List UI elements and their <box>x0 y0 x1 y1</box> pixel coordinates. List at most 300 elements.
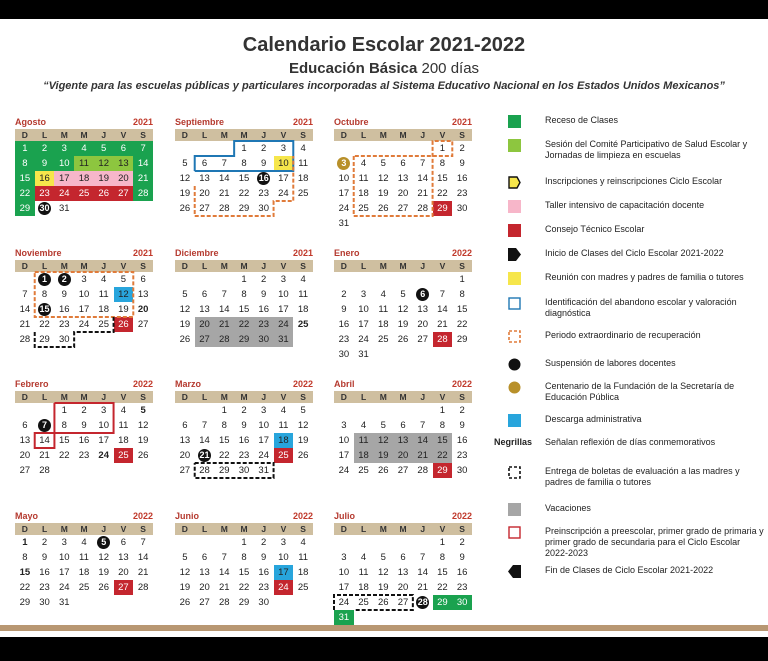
day-cell: 22 <box>15 186 35 201</box>
day-cell: 30 <box>338 349 350 360</box>
day-cell: 2 <box>35 141 55 156</box>
month-year: 2022 <box>292 379 313 389</box>
month-agosto <box>15 117 153 216</box>
weekday-label: M <box>80 261 88 271</box>
day-cell: 17 <box>278 173 289 184</box>
weekday-label: L <box>360 261 367 271</box>
day-cell: 29 <box>433 463 453 478</box>
weekday-label: J <box>101 130 107 140</box>
day-cell <box>373 403 393 418</box>
legend-item <box>494 414 764 427</box>
month-header <box>175 248 313 259</box>
month-name: Marzo <box>175 379 202 389</box>
day-cell: 6 <box>120 537 127 548</box>
month-noviembre <box>15 248 153 347</box>
weekday-label: M <box>220 130 228 140</box>
legend-text: Consejo Técnico Escolar <box>545 224 645 234</box>
day-cell: 22 <box>238 188 250 199</box>
day-cell: 28 <box>417 203 428 214</box>
day-cell: 7 <box>22 289 28 300</box>
day-cell: 5 <box>380 158 386 169</box>
weekday-label: M <box>379 130 387 140</box>
day-cell: 18 <box>358 582 369 593</box>
day-cell: 30 <box>39 597 50 608</box>
weekday-label: M <box>379 524 387 534</box>
day-cell: 16 <box>258 304 269 315</box>
day-cell: 19 <box>377 188 389 199</box>
day-cell <box>413 272 433 287</box>
validity-quote: “Vigente para las escuelas públicas y particulares incorporadas al Sistema Educativo Nacional en los Estados Unidos Mexicanos” <box>43 80 725 92</box>
day-cell: 9 <box>261 552 267 563</box>
day-cell: 4 <box>300 274 306 285</box>
day-cell: 14 <box>417 173 428 184</box>
day-cell: 12 <box>377 567 389 578</box>
legend-item <box>494 358 764 371</box>
day-cell: 7 <box>439 289 446 300</box>
legend-item <box>494 272 764 285</box>
month-year: 2022 <box>451 248 472 258</box>
suspension-dot: 16 <box>258 173 269 183</box>
weekday-label: M <box>240 130 248 140</box>
weekday-label: D <box>181 261 188 271</box>
day-cell: 12 <box>179 173 191 184</box>
legend-item <box>494 224 764 237</box>
day-cell: 15 <box>15 171 35 186</box>
day-cell: 6 <box>22 420 28 431</box>
day-cell <box>175 141 195 156</box>
day-cell: 9 <box>459 158 465 169</box>
day-cell: 14 <box>39 435 50 446</box>
day-cell: 24 <box>98 450 109 461</box>
day-cell: 2 <box>459 537 465 548</box>
weekday-label: S <box>300 524 306 534</box>
day-cell: 9 <box>81 420 87 431</box>
day-cell: 4 <box>360 420 367 431</box>
day-cell: 30 <box>258 203 269 214</box>
day-cell: 27 <box>397 597 409 608</box>
month-year: 2021 <box>292 248 313 258</box>
day-cell <box>94 201 114 216</box>
legend-text: Receso de Clases <box>545 115 619 125</box>
day-cell <box>452 610 472 625</box>
day-cell: 28 <box>218 203 230 214</box>
legend-item <box>494 176 764 189</box>
weekday-header <box>15 129 153 141</box>
day-cell: 30 <box>254 332 274 347</box>
legend-item <box>494 466 764 488</box>
day-cell <box>354 403 374 418</box>
day-cell: 28 <box>433 332 453 347</box>
day-cell: 14 <box>218 173 230 184</box>
day-cell: 18 <box>297 567 309 578</box>
day-cell: 24 <box>54 186 74 201</box>
day-cell: 14 <box>437 304 448 315</box>
weekday-label: V <box>120 392 127 402</box>
day-cell: 14 <box>413 433 433 448</box>
day-cell: 3 <box>280 537 287 548</box>
weekday-label: M <box>379 261 387 271</box>
day-cell: 12 <box>94 156 114 171</box>
suspension-dot: 6 <box>416 288 429 301</box>
day-cell <box>195 403 215 418</box>
day-cell <box>413 610 433 625</box>
day-cell: 11 <box>118 420 129 431</box>
day-cell: 6 <box>201 158 208 169</box>
legend-text: Descarga administrativa <box>545 414 642 424</box>
weekday-label: J <box>101 261 107 271</box>
day-cell: 10 <box>58 552 70 563</box>
day-cell <box>373 216 393 231</box>
day-cell: 10 <box>338 173 350 184</box>
day-cell: 20 <box>397 188 409 199</box>
day-cell: 12 <box>377 173 389 184</box>
gold-circle-icon <box>508 381 521 394</box>
day-cell: 8 <box>221 420 227 431</box>
day-cell: 8 <box>439 158 446 169</box>
day-cell <box>393 403 413 418</box>
day-cell: 27 <box>199 203 210 214</box>
weekday-label: M <box>379 392 387 402</box>
day-cell: 13 <box>179 435 191 446</box>
day-cell: 5 <box>380 420 386 431</box>
day-cell: 21 <box>417 582 428 593</box>
month-name: Febrero <box>15 379 49 389</box>
day-cell <box>274 201 294 216</box>
month-header <box>334 379 472 390</box>
day-cell: 12 <box>179 304 191 315</box>
day-grid <box>175 403 313 478</box>
page-title: Calendario Escolar 2021-2022 <box>242 34 526 56</box>
day-grid <box>15 403 153 478</box>
weekday-label: S <box>140 524 146 534</box>
day-cell: 7 <box>133 141 153 156</box>
day-cell: 27 <box>417 334 428 345</box>
day-cell: 29 <box>433 595 453 610</box>
day-cell <box>54 463 74 478</box>
day-cell: 19 <box>397 319 409 330</box>
day-cell: 13 <box>19 435 31 446</box>
day-cell: 8 <box>459 289 465 300</box>
day-cell: 4 <box>300 143 306 154</box>
month-name: Enero <box>334 248 360 258</box>
month-name: Abril <box>334 379 355 389</box>
day-cell <box>94 595 114 610</box>
month-header <box>175 379 313 390</box>
day-cell: 13 <box>417 304 428 315</box>
day-cell: 27 <box>397 465 409 476</box>
suspension-dot: 5 <box>97 536 110 549</box>
day-cell: 15 <box>456 304 468 315</box>
day-cell <box>393 272 413 287</box>
day-cell: 15 <box>19 567 31 578</box>
legend-item <box>494 526 764 559</box>
day-cell: 2 <box>261 143 267 154</box>
weekday-label: D <box>21 392 28 402</box>
day-cell: 19 <box>98 567 109 578</box>
suspension-dot: 28 <box>417 597 428 607</box>
legend-text: Inicio de Clases del Ciclo Escolar 2021-2022 <box>545 248 724 258</box>
day-cell: 17 <box>338 450 350 461</box>
day-cell: 20 <box>397 582 409 593</box>
day-cell: 24 <box>78 319 90 330</box>
day-cell: 31 <box>58 203 70 214</box>
day-cell <box>393 535 413 550</box>
month-name: Noviembre <box>15 248 62 258</box>
day-cell <box>373 272 393 287</box>
day-cell: 31 <box>58 597 70 608</box>
month-header <box>15 117 153 128</box>
day-cell: 29 <box>19 597 31 608</box>
legend-text: Entrega de boletas de evaluación a las madres y padres de familia o tutores <box>545 466 740 487</box>
day-cell <box>413 216 433 231</box>
day-cell: 31 <box>334 610 354 625</box>
weekday-label: S <box>140 130 146 140</box>
day-cell: 6 <box>400 158 406 169</box>
day-cell: 1 <box>22 537 28 548</box>
day-cell: 26 <box>377 203 389 214</box>
day-cell: 26 <box>179 203 191 214</box>
day-cell <box>334 156 354 171</box>
day-cell <box>393 610 413 625</box>
day-cell: 4 <box>120 405 127 416</box>
month-julio <box>334 511 472 625</box>
day-cell <box>373 141 393 156</box>
day-cell: 2 <box>41 537 48 548</box>
day-cell <box>354 216 374 231</box>
month-year: 2022 <box>292 511 313 521</box>
day-cell: 2 <box>261 537 267 548</box>
day-cell: 29 <box>218 465 230 476</box>
day-cell: 17 <box>274 565 294 580</box>
month-year: 2021 <box>132 117 153 127</box>
weekday-label: D <box>340 261 347 271</box>
day-cell: 13 <box>118 552 129 563</box>
day-cell: 23 <box>254 317 274 332</box>
day-cell <box>293 201 313 216</box>
black-circle-icon <box>508 358 521 371</box>
day-cell: 16 <box>238 435 250 446</box>
day-cell: 18 <box>274 433 294 448</box>
day-cell: 14 <box>218 567 230 578</box>
day-cell: 18 <box>358 188 369 199</box>
day-cell <box>74 463 94 478</box>
day-cell: 3 <box>81 274 87 285</box>
day-cell: 14 <box>417 567 428 578</box>
day-cell <box>354 610 374 625</box>
day-cell: 6 <box>201 289 208 300</box>
black-dashed-square-icon <box>508 466 521 479</box>
weekday-label: D <box>181 392 188 402</box>
day-cell <box>35 302 55 317</box>
day-cell: 12 <box>397 304 409 315</box>
day-cell: 14 <box>133 156 153 171</box>
day-cell: 11 <box>358 173 369 184</box>
weekday-label: V <box>280 392 287 402</box>
weekday-label: L <box>201 392 208 402</box>
day-cell: 11 <box>278 420 289 431</box>
weekday-label: V <box>280 524 287 534</box>
weekday-label: D <box>340 392 347 402</box>
legend-item <box>494 565 764 578</box>
day-cell: 9 <box>261 158 267 169</box>
day-cell <box>195 448 215 463</box>
suspension-dot: 30 <box>39 203 50 213</box>
legend-text: Preinscripción a preescolar, primer grado de primaria y primer grado de secundaria para el Ciclo Escolar 2022-2023 <box>545 526 764 558</box>
day-cell: 26 <box>397 334 409 345</box>
day-cell <box>413 403 433 418</box>
day-cell: 18 <box>78 567 90 578</box>
day-cell: 8 <box>241 552 247 563</box>
day-cell: 23 <box>456 188 468 199</box>
legend-text: Vacaciones <box>545 503 591 513</box>
day-cell <box>214 141 234 156</box>
day-cell <box>393 216 413 231</box>
day-cell: 28 <box>417 465 428 476</box>
day-cell: 11 <box>298 158 309 169</box>
day-cell: 27 <box>137 319 149 330</box>
day-cell: 26 <box>98 582 109 593</box>
day-cell: 29 <box>15 201 35 216</box>
weekday-label: V <box>439 392 446 402</box>
day-cell: 20 <box>199 582 210 593</box>
month-header <box>175 117 313 128</box>
day-cell <box>334 141 354 156</box>
weekday-label: D <box>340 130 347 140</box>
day-cell: 4 <box>300 537 306 548</box>
month-year: 2021 <box>292 117 313 127</box>
day-cell: 13 <box>397 567 409 578</box>
weekday-label: L <box>201 524 208 534</box>
day-cell: 24 <box>274 317 294 332</box>
weekday-label: J <box>420 261 426 271</box>
day-cell: 9 <box>341 304 347 315</box>
day-cell: 22 <box>456 319 468 330</box>
day-cell: 13 <box>114 156 134 171</box>
legend-text: Centenario de la Fundación de la Secretaría de Educación Pública <box>545 381 735 402</box>
weekday-label: M <box>399 130 407 140</box>
month-septiembre <box>175 117 313 216</box>
weekday-header <box>334 523 472 535</box>
weekday-label: V <box>280 261 287 271</box>
day-cell: 18 <box>297 304 309 315</box>
month-enero <box>334 248 472 362</box>
weekday-label: J <box>261 261 267 271</box>
day-cell: 14 <box>199 435 210 446</box>
day-cell: 23 <box>78 450 90 461</box>
month-year: 2021 <box>451 117 472 127</box>
suspension-dot: 7 <box>38 419 51 432</box>
month-name: Octubre <box>334 117 369 127</box>
day-cell: 15 <box>437 567 448 578</box>
day-cell: 10 <box>338 567 350 578</box>
month-mayo <box>15 511 153 610</box>
blue-square-icon <box>508 414 521 427</box>
day-cell: 27 <box>397 203 409 214</box>
month-year: 2022 <box>132 379 153 389</box>
weekday-label: M <box>80 392 88 402</box>
day-cell: 8 <box>241 158 247 169</box>
day-cell: 23 <box>456 582 468 593</box>
day-cell: 27 <box>19 465 31 476</box>
light-green-square-icon <box>508 139 521 152</box>
day-cell: 30 <box>238 465 250 476</box>
day-cell: 23 <box>39 582 50 593</box>
day-cell: 20 <box>19 450 31 461</box>
day-cell: 9 <box>61 289 67 300</box>
month-name: Agosto <box>15 117 46 127</box>
day-cell: 16 <box>35 171 55 186</box>
day-cell: 19 <box>179 319 191 330</box>
day-cell: 23 <box>456 450 468 461</box>
day-cell: 7 <box>201 420 208 431</box>
day-cell: 26 <box>377 597 389 608</box>
day-cell: 8 <box>41 289 48 300</box>
day-cell: 10 <box>358 304 369 315</box>
weekday-header <box>15 260 153 272</box>
legend-item <box>494 200 764 213</box>
month-junio <box>175 511 313 610</box>
day-grid <box>15 141 153 216</box>
day-cell: 17 <box>54 171 74 186</box>
day-cell: 28 <box>218 597 230 608</box>
day-cell: 8 <box>61 420 67 431</box>
day-cell: 2 <box>261 274 267 285</box>
month-name: Junio <box>175 511 199 521</box>
day-cell: 4 <box>360 158 367 169</box>
day-cell: 9 <box>261 289 267 300</box>
day-cell: 14 <box>218 304 230 315</box>
day-cell <box>373 347 393 362</box>
day-cell: 3 <box>61 537 67 548</box>
day-cell: 20 <box>417 319 428 330</box>
weekday-label: M <box>80 130 88 140</box>
weekday-label: J <box>101 524 107 534</box>
weekday-label: V <box>120 130 127 140</box>
day-cell: 5 <box>182 289 188 300</box>
day-cell: 12 <box>297 420 309 431</box>
day-cell: 3 <box>341 552 347 563</box>
day-cell: 6 <box>140 274 146 285</box>
day-cell: 10 <box>258 420 269 431</box>
month-header <box>15 248 153 259</box>
day-cell: 16 <box>258 567 269 578</box>
day-cell: 29 <box>39 334 50 345</box>
day-cell <box>334 403 354 418</box>
weekday-label: M <box>60 261 68 271</box>
weekday-label: M <box>80 524 88 534</box>
day-cell: 4 <box>380 289 386 300</box>
day-cell <box>214 535 234 550</box>
day-grid <box>15 272 153 347</box>
month-year: 2022 <box>132 511 153 521</box>
weekday-label: S <box>140 261 146 271</box>
day-cell: 16 <box>456 173 468 184</box>
day-cell <box>195 141 215 156</box>
day-cell: 6 <box>400 420 406 431</box>
day-cell <box>393 347 413 362</box>
day-cell: 24 <box>338 597 350 608</box>
day-cell: 7 <box>420 420 426 431</box>
weekday-label: L <box>41 261 48 271</box>
legend-text: Periodo extraordinario de recuperación <box>545 330 701 340</box>
orange-dashed-square-icon <box>508 330 521 343</box>
day-cell: 24 <box>274 580 294 595</box>
day-cell <box>293 332 313 347</box>
day-cell <box>254 171 274 186</box>
day-cell: 11 <box>298 552 309 563</box>
day-cell: 22 <box>437 582 448 593</box>
day-cell: 1 <box>241 537 247 548</box>
